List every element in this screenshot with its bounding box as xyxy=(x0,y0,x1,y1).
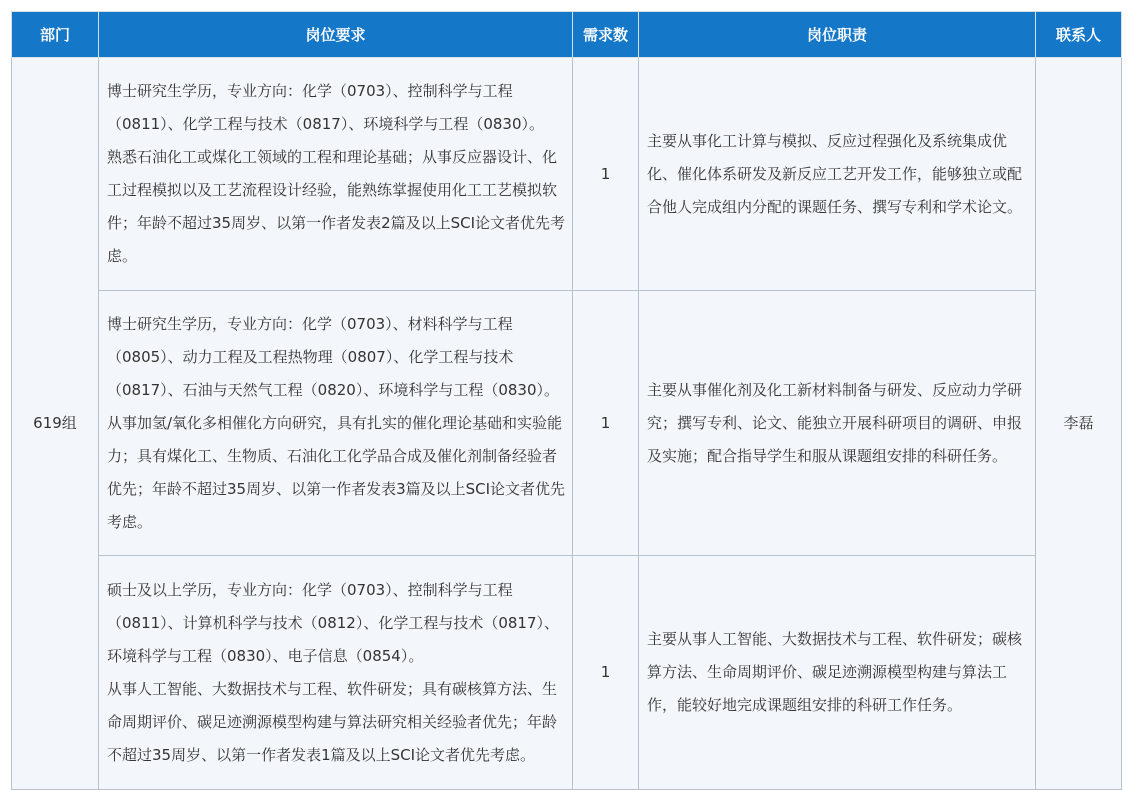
header-row xyxy=(12,12,1122,58)
dept-cell: 619组 xyxy=(12,58,99,790)
requirements-cell xyxy=(99,556,573,790)
table-row xyxy=(12,58,1122,291)
duties-cell xyxy=(639,291,1036,556)
table-row xyxy=(12,291,1122,556)
header-duties: 岗位职责 xyxy=(639,12,1036,58)
table-row xyxy=(12,556,1122,790)
requirements-detail: 熟悉石油化工或煤化工领域的工程和理论基础；从事反应器设计、化工过程模拟以及工艺流程设计经验，能熟练掌握使用化工工艺模拟软件；年龄不超过35周岁、以第一作者发表2篇及以上SCI论文者优先考虑。 xyxy=(107,148,566,265)
requirements-cell xyxy=(99,58,573,291)
requirements-major: 博士研究生学历，专业方向：化学（0703）、控制科学与工程（0811）、化学工程与技术（0817）、环境科学与工程（0830）。 xyxy=(107,82,545,133)
count-cell: 1 xyxy=(573,291,639,556)
count-cell: 1 xyxy=(573,58,639,291)
requirements-major: 博士研究生学历，专业方向：化学（0703）、材料科学与工程（0805）、动力工程及工程热物理（0807）、化学工程与技术（0817）、石油与天然气工程（0820）、环境科学与工程（0830）。 xyxy=(107,314,560,399)
header-count: 需求数 xyxy=(573,12,639,58)
duties-text: 主要从事化工计算与模拟、反应过程强化及系统集成优化、催化体系研发及新反应工艺开发工作，能够独立或配合他人完成组内分配的课题任务、撰写专利和学术论文。 xyxy=(647,131,1023,216)
header-requirements: 岗位要求 xyxy=(99,12,573,58)
job-table xyxy=(11,11,1122,790)
duties-cell xyxy=(639,556,1036,790)
duties-text: 主要从事催化剂及化工新材料制备与研发、反应动力学研究；撰写专利、论文、能独立开展科研项目的调研、申报及实施；配合指导学生和服从课题组安排的科研任务。 xyxy=(647,380,1023,465)
duties-text: 主要从事人工智能、大数据技术与工程、软件研发；碳核算方法、生命周期评价、碳足迹溯源模型构建与算法工作，能较好地完成课题组安排的科研工作任务。 xyxy=(647,630,1023,714)
count-cell: 1 xyxy=(573,556,639,790)
contact-cell: 李磊 xyxy=(1036,58,1122,790)
requirements-cell xyxy=(99,291,573,556)
requirements-detail: 从事加氢/氧化多相催化方向研究，具有扎实的催化理论基础和实验能力；具有煤化工、生物质、石油化工化学品合成及催化剂制备经验者优先；年龄不超过35周岁、以第一作者发表3篇及以上SCI论文者优先考虑。 xyxy=(107,413,566,531)
requirements-detail: 从事人工智能、大数据技术与工程、软件研发；具有碳核算方法、生命周期评价、碳足迹溯源模型构建与算法研究相关经验者优先；年龄不超过35周岁、以第一作者发表1篇及以上SCI论文者优先考虑。 xyxy=(107,679,558,764)
header-dept: 部门 xyxy=(12,12,99,58)
requirements-major: 硕士及以上学历，专业方向：化学（0703）、控制科学与工程（0811）、计算机科学与技术（0812）、化学工程与技术（0817）、环境科学与工程（0830）、电子信息（0854）。 xyxy=(107,580,560,665)
header-contact: 联系人 xyxy=(1036,12,1122,58)
duties-cell xyxy=(639,58,1036,291)
